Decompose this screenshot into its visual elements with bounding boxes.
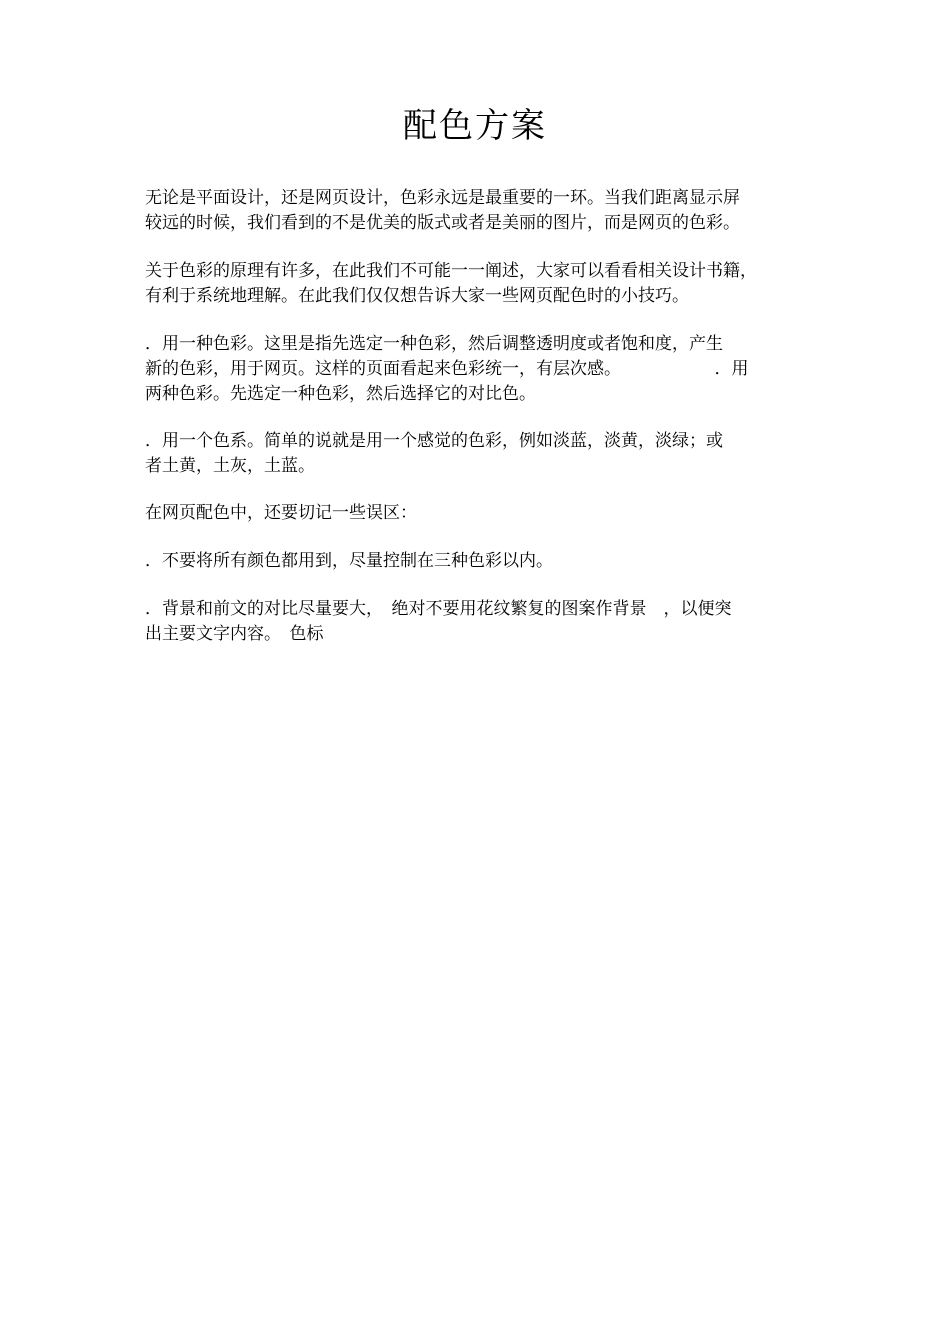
paragraph-line: ．用一个色系。简单的说就是用一个感觉的色彩，例如淡蓝，淡黄，淡绿；或 — [145, 431, 723, 451]
paragraph-line: 新的色彩，用于网页。这样的页面看起来色彩统一，有层次感。 ．用 — [145, 359, 749, 379]
paragraph-line: 在网页配色中，还要切记一些误区： — [145, 503, 417, 523]
paragraph-line: 无论是平面设计，还是网页设计，色彩永远是最重要的一环。当我们距离显示屏 — [145, 188, 740, 208]
paragraph-line: 出主要文字内容。 色标 — [145, 624, 324, 644]
paragraph-limit-colors — [145, 549, 813, 574]
paragraph-contrast — [145, 597, 813, 647]
paragraph-principles — [145, 259, 813, 309]
paragraph-line: ．用一种色彩。这里是指先选定一种色彩，然后调整透明度或者饱和度，产生 — [145, 334, 723, 354]
paragraph-intro — [145, 186, 813, 236]
page-title: 配色方案 — [403, 106, 547, 146]
paragraph-line: 有利于系统地理解。在此我们仅仅想告诉大家一些网页配色时的小技巧。 — [145, 286, 689, 306]
paragraph-pitfalls-heading — [145, 501, 813, 526]
paragraph-line: ．背景和前文的对比尽量要大， 绝对不要用花纹繁复的图案作背景 ，以便突 — [145, 599, 732, 619]
paragraph-color-family — [145, 429, 813, 479]
paragraph-line: 两种色彩。先选定一种色彩，然后选择它的对比色。 — [145, 384, 536, 404]
paragraph-one-color — [145, 332, 813, 407]
paragraph-line: 关于色彩的原理有许多，在此我们不可能一一阐述，大家可以看看相关设计书籍， — [145, 261, 757, 281]
paragraph-line: 较远的时候，我们看到的不是优美的版式或者是美丽的图片，而是网页的色彩。 — [145, 213, 740, 233]
paragraph-line: 者土黄，土灰，土蓝。 — [145, 456, 315, 476]
paragraph-line: ．不要将所有颜色都用到，尽量控制在三种色彩以内。 — [145, 551, 553, 571]
